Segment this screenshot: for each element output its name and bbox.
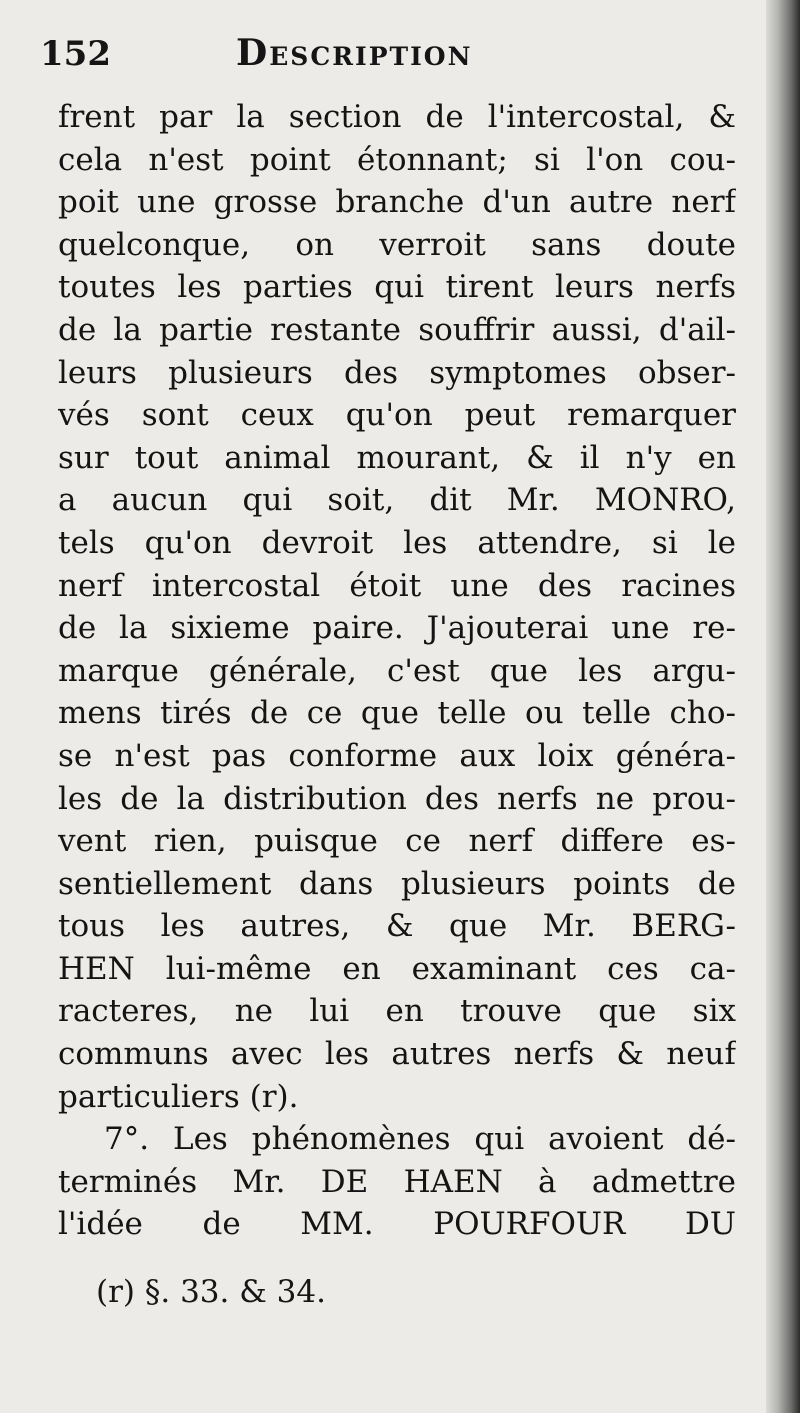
body-text [58,96,736,1246]
text-line: HEN lui-même en examinant ces ca- [58,950,736,987]
text-line: tous les autres, & que Mr. BERG- [58,908,736,945]
text-line: a aucun qui soit, dit Mr. MONRO, [58,482,736,519]
text-line: de la sixieme paire. J'ajouterai une re- [58,610,736,647]
text-line: terminés Mr. DE HAEN à admettre [58,1163,736,1200]
text-line: toutes les parties qui tirent leurs nerfs [58,269,736,306]
text-line: marque générale, c'est que les argu- [58,652,736,689]
text-line: communs avec les autres nerfs & neuf [58,1036,736,1073]
text-line: leurs plusieurs des symptomes obser- [58,354,736,391]
text-line: sentiellement dans plusieurs points de [58,865,736,902]
book-spine-shadow [766,0,800,1413]
text-line: racteres, ne lui en trouve que six [58,993,736,1030]
text-line: les de la distribution des nerfs ne prou- [58,780,736,817]
text-line: tels qu'on devroit les attendre, si le [58,524,736,561]
text-line: se n'est pas conforme aux loix généra- [58,737,736,774]
text-line: 7°. Les phénomènes qui avoient dé- [104,1121,736,1158]
footnote: (r) §. 33. & 34. [96,1274,326,1310]
page-header [40,22,730,82]
text-line: poit une grosse branche d'un autre nerf [58,184,736,221]
text-line: particuliers (r). [58,1078,299,1115]
text-line: sur tout animal mourant, & il n'y en [58,439,736,476]
text-line: nerf intercostal étoit une des racines [58,567,736,604]
page-number: 152 [40,34,111,74]
text-line: vés sont ceux qu'on peut remarquer [58,397,736,434]
text-line: cela n'est point étonnant; si l'on cou- [58,141,736,178]
text-line: l'idée de MM. POURFOUR DU [58,1206,736,1243]
text-line: de la partie restante souffrir aussi, d'ail- [58,311,736,348]
text-line: mens tirés de ce que telle ou telle cho- [58,695,736,732]
text-line: vent rien, puisque ce nerf differe es- [58,823,736,860]
running-title: Description [236,32,473,74]
text-line: frent par la section de l'intercostal, & [58,99,736,135]
text-line: quelconque, on verroit sans doute [58,226,736,263]
